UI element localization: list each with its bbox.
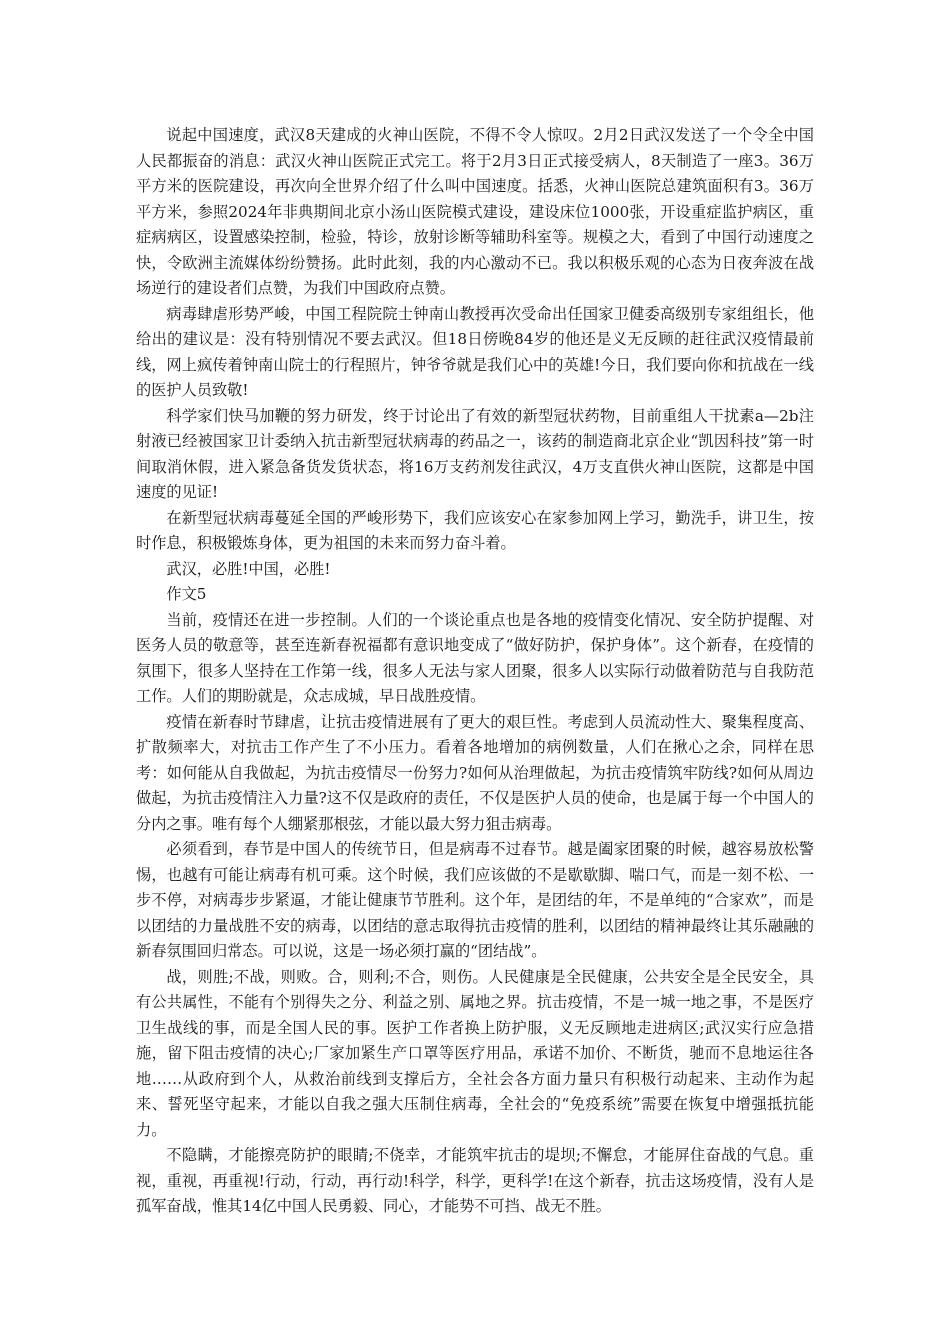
paragraph-zhong-nanshan: 病毒肆虐形势严峻，中国工程院院士钟南山教授再次受命出任国家卫健委高级别专家组组长，他给出的建议是：没有特别情况不要去武汉。但18日傍晚84岁的他还是义无反顾的赶往武汉疫情最前线，网上疯传着钟南山院士的行程照片，钟爷爷就是我们心中的英雄!今日，我们要向你和抗战在一线的医护人员致敬!: [136, 304, 814, 399]
document-body: [136, 123, 814, 1220]
paragraph-spring-festival-outbreak: 疫情在新春时节肆虐，让抗击疫情进展有了更大的艰巨性。考虑到人员流动性大、聚集程度高、扩散频率大，对抗击工作产生了不小压力。看着各地增加的病例数量，人们在揪心之余，同样在思考：如何能从自我做起，为抗击疫情尽一份努力?如何从治理做起，为抗击疫情筑牢防线?如何从周边做起，为抗击疫情注入力量?这不仅是政府的责任，不仅是医护人员的使命，也是属于每一个中国人的分内之事。唯有每个人绷紧那根弦，才能以最大努力狙击病毒。: [136, 712, 814, 833]
paragraph-slogan: 武汉，必胜!中国，必胜!: [166, 559, 331, 578]
paragraph-current-situation: 当前，疫情还在进一步控制。人们的一个谈论重点也是各地的疫情变化情况、安全防护提醒、对医务人员的敬意等，甚至连新春祝福都有意识地变成了“做好防护，保护身体”。这个新春，在疫情的氛围下，很多人坚持在工作第一线，很多人无法与家人团聚，很多人以实际行动做着防范与自我防范工作。人们的期盼就是，众志成城，早日战胜疫情。: [136, 610, 814, 705]
paragraph-stay-home: 在新型冠状病毒蔓延全国的严峻形势下，我们应该安心在家参加网上学习，勤洗手，讲卫生，按时作息，积极锻炼身体，更为祖国的未来而努力奋斗着。: [136, 508, 814, 552]
paragraph-huoshenshan-speed: 说起中国速度，武汉8天建成的火神山医院，不得不令人惊叹。2月2日武汉发送了一个令全中国人民都振奋的消息：武汉火神山医院正式完工。将于2月3日正式接受病人，8天制造了一座3。36万平方米的医院建设，再次向全世界介绍了什么叫中国速度。括悉，火神山医院总建筑面积有3。36万平方米，参照2024年非典期间北京小汤山医院模式建设，建设床位1000张，开设重症监护病区，重症病病区，设置感染控制，检验，特诊，放射诊断等辅助科室等。规模之大，看到了中国行动速度之快，令欧洲主流媒体纷纷赞扬。此时此刻，我的内心激动不已。我以积极乐观的心态为日夜奔波在战场逆行的建设者们点赞，为我们中国政府点赞。: [136, 126, 814, 297]
paragraph-scientists: 科学家们快马加鞭的努力研发，终于讨论出了有效的新型冠状药物，目前重组人干扰素a—2b注射液已经被国家卫计委纳入抗击新型冠状病毒的药品之一，该药的制造商北京企业“凯因科技”第一时间取消休假，进入紧急备货发货状态，将16万支药剂发往武汉，4万支直供火神山医院，这都是中国速度的见证!: [136, 406, 814, 501]
paragraph-unity-battle: 必须看到，春节是中国人的传统节日，但是病毒不过春节。越是阖家团聚的时候，越容易放松警惕，也越有可能让病毒有机可乘。这个时候，我们应该做的不是歇歇脚、喘口气，而是一刻不松、一步不停，对病毒步步紧逼，才能让健康节节胜利。这个年，是团结的年，不是单纯的“合家欢”，而是以团结的力量战胜不安的病毒，以团结的意志取得抗击疫情的胜利，以团结的精神最终让其乐融融的新春氛围回归常态。可以说，这是一场必须打赢的“团结战”。: [136, 840, 814, 960]
essay-heading: 作文5: [166, 585, 207, 603]
paragraph-conclusion: 不隐瞒，才能擦亮防护的眼睛;不侥幸，才能筑牢抗击的堤坝;不懈怠，才能屏住奋战的气息。重视，重视，再重视!行动，行动，再行动!科学，科学，更科学!在这个新春，抗击这场疫情，没有人是孤军奋战，惟其14亿中国人民勇毅、同心，才能势不可挡、战无不胜。: [136, 1146, 814, 1215]
paragraph-fight-together: 战，则胜;不战，则败。合，则利;不合，则伤。人民健康是全民健康，公共安全是全民安全，具有公共属性，不能有个别得失之分、利益之别、属地之界。抗击疫情，不是一城一地之事，不是医疗卫生战线的事，而是全国人民的事。医护工作者换上防护服，义无反顾地走进病区;武汉实行应急措施，留下阻击疫情的决心;厂家加紧生产口罩等医疗用品，承诺不加价、不断货，驰而不息地运往各地……从政府到个人，从救治前线到支撑后方，全社会各方面力量只有积极行动起来、主动作为起来、誓死坚守起来，才能以自我之强大压制住病毒，全社会的“免疫系统”需要在恢复中增强抵抗能力。: [136, 967, 814, 1139]
